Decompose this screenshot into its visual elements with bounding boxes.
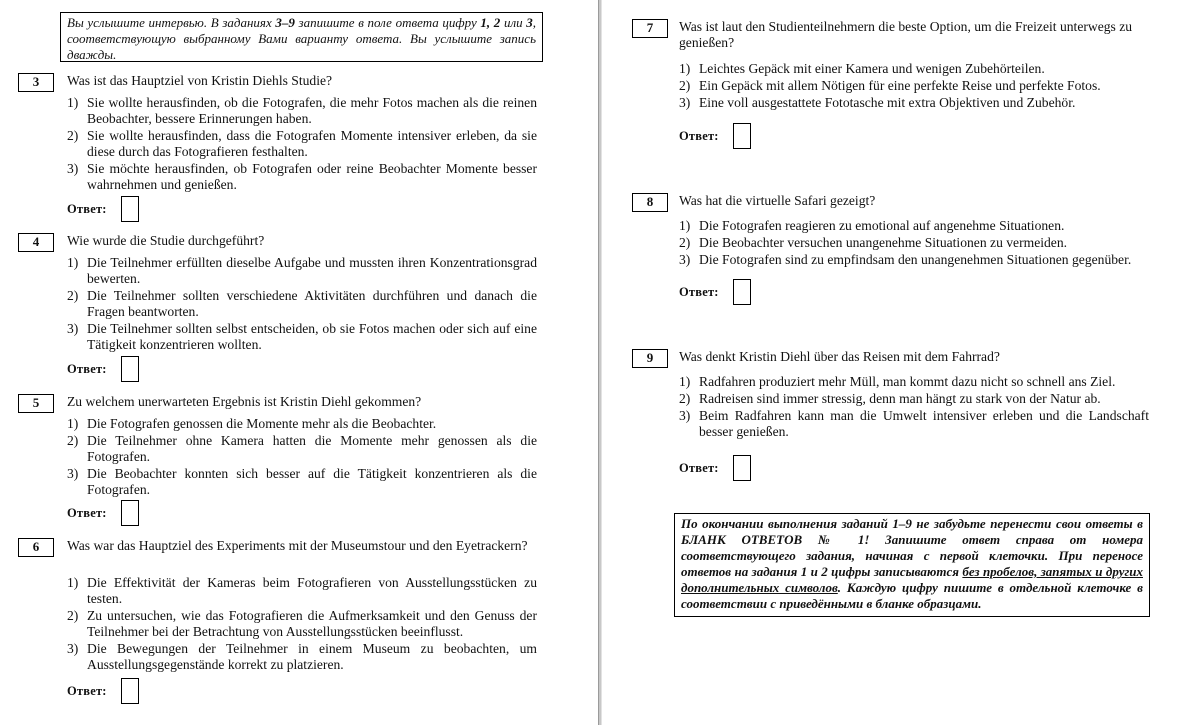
option-item: 2) Die Teilnehmer ohne Kamera hatten die Momente mehr genossen als die Fotografen.	[67, 433, 537, 464]
answer-label: Ответ:	[67, 505, 107, 520]
option-list	[67, 95, 537, 194]
answer-box[interactable]	[733, 279, 751, 305]
option-list	[67, 575, 537, 674]
task-question: Zu welchem unerwarteten Ergebnis ist Kristin Diehl gekommen?	[67, 394, 422, 409]
task-question: Was hat die virtuelle Safari gezeigt?	[679, 193, 876, 208]
option-list	[67, 255, 537, 354]
answer-label: Ответ:	[67, 683, 107, 698]
option-item: 1) Sie wollte herausfinden, ob die Fotografen, die mehr Fotos machen als die reinen Beobachter, bessere Erinnerungen haben.	[67, 95, 537, 126]
option-item: 2) Ein Gepäck mit allem Nötigen für eine perfekte Reise und perfekte Fotos.	[679, 78, 1101, 93]
final-reminder-box: По окончании выполнения заданий 1–9 не забудьте перенести свои ответы в БЛАНК ОТВЕТОВ № 1! Запишите ответ справа от номера соответствующего задания, начиная с первой клеточки. При переносе ответов на задания 1 и 2 цифры записываются без пробелов, запятых и других дополнительных символов. Каждую цифру пишите в отдельной клеточке в соответствии с приведёнными в бланке образцами.	[674, 513, 1150, 617]
option-list	[679, 61, 1159, 112]
answer-label: Ответ:	[67, 201, 107, 216]
answer-box[interactable]	[733, 123, 751, 149]
option-list	[67, 416, 537, 499]
option-item: 2) Sie wollte herausfinden, dass die Fotografen Momente intensiver erleben, da sie diese durch das Fotografieren festhalten.	[67, 128, 537, 159]
task-number: 5	[18, 394, 54, 413]
task-number: 6	[18, 538, 54, 557]
option-item: 2) Die Beobachter versuchen unangenehme Situationen zu vermeiden.	[679, 235, 1068, 250]
left-column	[0, 0, 598, 725]
task-question: Was war das Hauptziel des Experiments mit der Museumstour und den Eyetrackern?	[67, 538, 528, 553]
option-list	[679, 374, 1149, 441]
option-item: 1) Leichtes Gepäck mit einer Kamera und wenigen Zubehörteilen.	[679, 61, 1045, 76]
option-item: 3) Eine voll ausgestattete Fototasche mit extra Objektiven und Zubehör.	[679, 95, 1076, 110]
answer-box[interactable]	[733, 455, 751, 481]
task-question: Was denkt Kristin Diehl über das Reisen mit dem Fahrrad?	[679, 349, 1000, 364]
option-item: 3) Die Beobachter konnten sich besser auf die Tätigkeit konzentrieren als die Fotografen.	[67, 466, 537, 497]
answer-box[interactable]	[121, 500, 139, 526]
answer-label: Ответ:	[679, 128, 719, 143]
task-number: 8	[632, 193, 668, 212]
answer-box[interactable]	[121, 196, 139, 222]
task-number: 9	[632, 349, 668, 368]
option-item: 3) Die Bewegungen der Teilnehmer in einem Museum zu beobachten, um Ausstellungsgegenstände korrekt zu platzieren.	[67, 641, 537, 672]
answer-box[interactable]	[121, 678, 139, 704]
answer-field	[67, 196, 139, 222]
answer-field	[679, 455, 751, 481]
option-item: 3) Die Fotografen sind zu empfindsam den unangenehmen Situationen gegenüber.	[679, 252, 1132, 267]
option-item: 2) Zu untersuchen, wie das Fotografieren die Aufmerksamkeit und den Genuss der Teilnehmer bei der Betrachtung von Ausstellungsstücken beeinflusst.	[67, 608, 537, 639]
answer-field	[67, 500, 139, 526]
answer-field	[67, 356, 139, 382]
option-list	[679, 218, 1159, 269]
task-question: Wie wurde die Studie durchgeführt?	[67, 233, 265, 248]
option-item: 2) Die Teilnehmer sollten verschiedene Aktivitäten durchführen und danach die Fragen beantworten.	[67, 288, 537, 319]
option-item: 3) Die Teilnehmer sollten selbst entscheiden, ob sie Fotos machen oder sich auf eine Tätigkeit konzentrieren wollten.	[67, 321, 537, 352]
option-item: 3) Beim Radfahren kann man die Umwelt intensiver erleben und die Landschaft besser genießen.	[679, 408, 1149, 439]
task-number: 3	[18, 73, 54, 92]
option-item: 2) Radreisen sind immer stressig, denn man hängt zu stark von der Natur ab.	[679, 391, 1101, 406]
task-question: Was ist das Hauptziel von Kristin Diehls Studie?	[67, 73, 333, 88]
option-item: 1) Radfahren produziert mehr Müll, man kommt dazu nicht so schnell ans Ziel.	[679, 374, 1116, 389]
answer-box[interactable]	[121, 356, 139, 382]
option-item: 1) Die Fotografen reagieren zu emotional auf angenehme Situationen.	[679, 218, 1065, 233]
task-number: 7	[632, 19, 668, 38]
option-item: 3) Sie möchte herausfinden, ob Fotografen oder reine Beobachter Momente besser wahrnehmen und genießen.	[67, 161, 537, 192]
task-question: Was ist laut den Studienteilnehmern die beste Option, um die Freizeit unterwegs zu genießen?	[679, 19, 1133, 50]
answer-field	[679, 123, 751, 149]
option-item: 1) Die Effektivität der Kameras beim Fotografieren von Ausstellungsstücken zu testen.	[67, 575, 537, 606]
answer-label: Ответ:	[67, 361, 107, 376]
option-item: 1) Die Fotografen genossen die Momente mehr als die Beobachter.	[67, 416, 437, 431]
task-number: 4	[18, 233, 54, 252]
answer-label: Ответ:	[679, 460, 719, 475]
answer-field	[679, 279, 751, 305]
option-item: 1) Die Teilnehmer erfüllten dieselbe Aufgabe und mussten ihren Konzentrationsgrad bewerten.	[67, 255, 537, 286]
answer-label: Ответ:	[679, 284, 719, 299]
answer-field	[67, 678, 139, 704]
listening-instructions: Вы услышите интервью. В заданиях 3–9 запишите в поле ответа цифру 1, 2 или 3, соответствующую выбранному Вами варианту ответа. Вы услышите запись дважды.	[60, 12, 543, 62]
right-column	[602, 0, 1200, 725]
